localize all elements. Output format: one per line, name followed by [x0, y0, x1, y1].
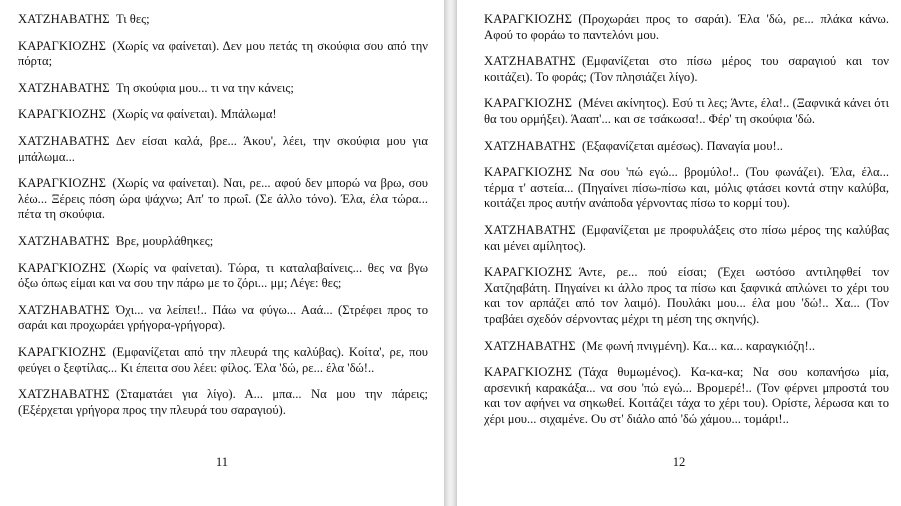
dialogue-text: Δεν είσαι καλά, βρε... Άκου', λέει, την σκούφια μου για μπάλωμα... — [18, 133, 428, 164]
dialogue-text: (Τάχα θυμωμένος). Κα-κα-κα; Να σου κοπανήσω μία, αρσενική καρακάξα... να σου 'πώ εγώ... Βρομερέ!.. (Τον φέρνει μπροστά του και τον αφήνει να σηκωθεί. Κοιτάζει τάχα το χέρι του). Ορίστε, λέρωσα και το χέρι μου... σιχαμένε. Ου στ' διάλο από 'δώ χάμου... τομάρι!.. — [484, 365, 889, 426]
speaker-name: ΧΑΤΖΗΑΒΑΤΗΣ — [18, 133, 110, 148]
dialogue-text: Βρε, μουρλάθηκες; — [116, 233, 214, 248]
right-page — [457, 0, 901, 506]
dialogue-text: (Εμφανίζεται από την πλευρά της καλύβας). Κοίτα', ρε, που φεύγει ο ξεφτίλας... Κι έπειτα σου λέει: φίλος. Έλα 'δώ, ρε... έλα 'δώ!.. — [18, 344, 428, 375]
speaker-name: ΧΑΤΖΗΑΒΑΤΗΣ — [18, 12, 110, 26]
dialogue-text: Τι θες; — [116, 12, 150, 26]
dialogue-text: (Σταματάει για λίγο). Α... μπα... Να μου την πάρεις; (Εξέρχεται γρήγορα προς την πλευρά του σαραγιού). — [18, 387, 428, 417]
speaker-name: ΧΑΤΖΗΑΒΑΤΗΣ — [484, 54, 576, 69]
dialogue-text: Άντε, ρε... πού είσαι; (Έχει ωστόσο αντιληφθεί τον Χατζηαβάτη. Πηγαίνει κι άλλο προς τα πίσω και ξαφνικά απλώνει το χέρι του και τον αρπάζει από τον λαιμό). Πουλάκι μου... έλα μου 'δώ!.. Χα... (Τον τραβάει σχεδόν σέρνοντας μέχρι τη μέση της σκηνής). — [484, 265, 889, 326]
speaker-name: ΧΑΤΖΗΑΒΑΤΗΣ — [18, 387, 110, 402]
speaker-name: ΚΑΡΑΓΚΙΟΖΗΣ — [484, 96, 573, 111]
dialogue-paragraph — [18, 134, 428, 165]
dialogue-paragraph — [18, 234, 428, 250]
right-page-text — [484, 12, 889, 438]
speaker-name: ΚΑΡΑΓΚΙΟΖΗΣ — [18, 176, 107, 191]
dialogue-paragraph — [484, 139, 889, 155]
speaker-name: ΧΑΤΖΗΑΒΑΤΗΣ — [18, 233, 110, 248]
speaker-name: ΚΑΡΑΓΚΙΟΖΗΣ — [484, 365, 573, 380]
speaker-name: ΚΑΡΑΓΚΙΟΖΗΣ — [18, 344, 107, 359]
dialogue-paragraph — [18, 345, 428, 376]
left-page — [0, 0, 444, 506]
dialogue-text: (Εμφανίζεται με προφυλάξεις στο πίσω μέρος της καλύβας και μένει αμίλητος). — [484, 222, 889, 253]
speaker-name: ΧΑΤΖΗΑΒΑΤΗΣ — [484, 338, 576, 353]
dialogue-paragraph — [484, 365, 889, 427]
dialogue-text: Τη σκούφια μου... τι να την κάνεις; — [116, 80, 294, 95]
speaker-name: ΧΑΤΖΗΑΒΑΤΗΣ — [484, 138, 576, 153]
dialogue-text: (Εξαφανίζεται αμέσως). Παναγία μου!.. — [582, 138, 783, 153]
dialogue-text: (Μένει ακίνητος). Εσύ τι λες; Άντε, έλα!.. (Ξαφνικά κάνει ότι θα του ορμήξει). Άααπ'... και σε τσάκωσα!.. Φέρ' τη σκούφια 'δώ. — [484, 96, 889, 126]
speaker-name: ΚΑΡΑΓΚΙΟΖΗΣ — [484, 265, 573, 280]
dialogue-paragraph — [18, 176, 428, 223]
book-gutter — [444, 0, 457, 506]
speaker-name: ΚΑΡΑΓΚΙΟΖΗΣ — [18, 260, 107, 275]
dialogue-text: (Χωρίς να φαίνεται). Τώρα, τι καταλαβαίνεις... θες να βγω όξω όπως είμαι και να σου την πάρω με το ζόρι... μμ; Λέγε: θες; — [18, 260, 428, 291]
dialogue-text: (Χωρίς να φαίνεται). Ναι, ρε... αφού δεν μπορώ να βρω, σου λέω... Ξέρεις πόση ώρα ψάχνω; Απ' το πρωΐ. (Σε άλλο τόνο). Έλα, έλα τώρα... πέτα τη σκούφια. — [18, 176, 428, 222]
speaker-name: ΚΑΡΑΓΚΙΟΖΗΣ — [484, 165, 573, 180]
dialogue-paragraph — [18, 261, 428, 292]
page-number-left: 11 — [215, 455, 229, 469]
dialogue-text: (Χωρίς να φαίνεται). Δεν μου πετάς τη σκούφια σου από την πόρτα; — [18, 38, 428, 69]
dialogue-paragraph — [484, 96, 889, 127]
speaker-name: ΧΑΤΖΗΑΒΑΤΗΣ — [18, 80, 110, 95]
dialogue-paragraph — [18, 387, 428, 418]
dialogue-paragraph — [18, 303, 428, 334]
dialogue-paragraph — [18, 81, 428, 97]
dialogue-text: Όχι... να λείπει!.. Πάω να φύγω... Ααά... (Στρέφει προς το σαράι και προχωράει γρήγορα-γρήγορα). — [18, 302, 428, 333]
dialogue-paragraph — [18, 12, 428, 28]
dialogue-text: (Προχωράει προς το σαράι). Έλα 'δώ, ρε... πλάκα κάνω. Αφού το φοράω το παντελόνι μου. — [484, 12, 889, 42]
dialogue-paragraph — [484, 339, 889, 355]
speaker-name: ΚΑΡΑΓΚΙΟΖΗΣ — [18, 107, 107, 122]
speaker-name: ΚΑΡΑΓΚΙΟΖΗΣ — [18, 38, 107, 53]
speaker-name: ΚΑΡΑΓΚΙΟΖΗΣ — [484, 12, 573, 26]
dialogue-paragraph — [18, 107, 428, 123]
page-number-right: 12 — [672, 455, 686, 469]
left-page-text — [18, 12, 428, 429]
dialogue-paragraph — [484, 265, 889, 327]
dialogue-paragraph — [484, 54, 889, 85]
dialogue-text: (Με φωνή πνιγμένη). Κα... κα... καραγκιόζη!.. — [582, 338, 816, 353]
dialogue-paragraph — [484, 223, 889, 254]
speaker-name: ΧΑΤΖΗΑΒΑΤΗΣ — [18, 302, 110, 317]
speaker-name: ΧΑΤΖΗΑΒΑΤΗΣ — [484, 222, 576, 237]
dialogue-text: Να σου 'πώ εγώ... βρομύλο!.. (Του φωνάζει). Έλα, έλα... τέρμα τ' αστεία... (Πηγαίνει πίσω-πίσω και, μόλις φτάσει κοντά στην καλύβα, κοιτάζει προς αυτήν ανάποδα γέρνοντας πίσω το κορμί του). — [484, 165, 889, 211]
dialogue-paragraph — [484, 12, 889, 43]
dialogue-text: (Εμφανίζεται στο πίσω μέρος του σαραγιού και τον κοιτάζει). Το φοράς; (Τον πλησιάζει λίγο). — [484, 54, 889, 84]
dialogue-paragraph — [484, 165, 889, 212]
dialogue-paragraph — [18, 39, 428, 70]
dialogue-text: (Χωρίς να φαίνεται). Μπάλωμα! — [112, 107, 277, 122]
